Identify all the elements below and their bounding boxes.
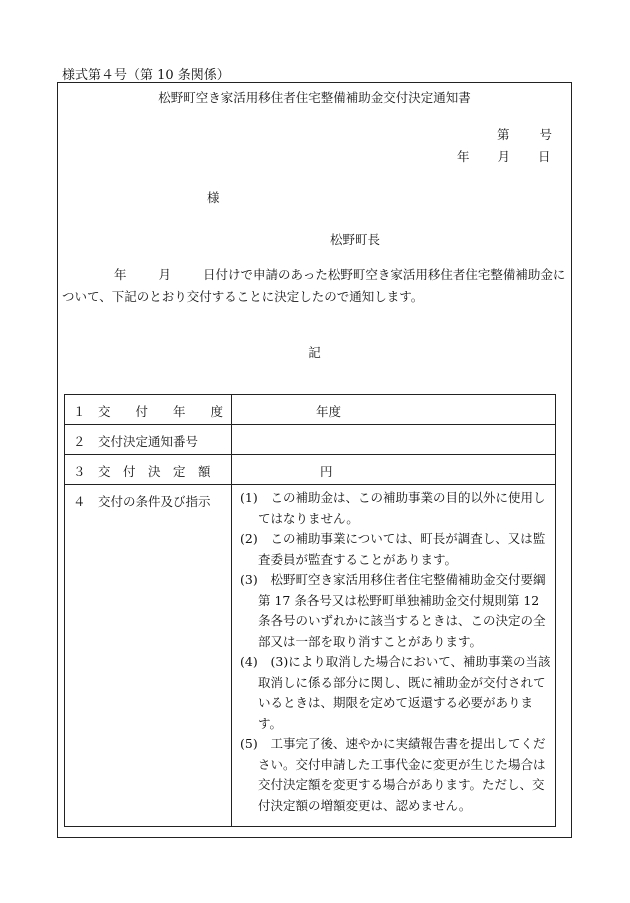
table-value-cell (232, 395, 556, 425)
table-label-cell (65, 485, 232, 827)
table-row (65, 455, 556, 485)
date-month: 月 (497, 149, 511, 164)
fiscal-year-value: 年度 (316, 404, 342, 419)
body-text: 日付けで申請のあった松野町空き家活用移住者住宅整備補助金について、下記のとおり交付することに決定したので通知します。 (62, 267, 566, 304)
notice-body (62, 264, 568, 308)
condition-item (240, 652, 551, 734)
addressee: 様 (207, 190, 220, 205)
condition-item (240, 734, 551, 816)
condition-number: (4) (240, 654, 258, 669)
grant-amount-value: 円 (320, 464, 333, 479)
number-prefix: 第 (497, 127, 510, 142)
number-suffix: 号 (539, 127, 553, 142)
condition-text: 工事完了後、速やかに実績報告書を提出してください。交付申請した工事代金に変更が生じた場合は交付決定額を変更する場合があります。ただし、交付決定額の増額変更は、認めません。 (258, 736, 546, 813)
date-year: 年 (457, 149, 470, 164)
condition-item (240, 488, 551, 529)
table-value-cell (232, 455, 556, 485)
table-value-cell (232, 485, 556, 827)
conditions-label: ４ 交付の条件及び指示 (73, 494, 211, 509)
condition-text: 松野町空き家活用移住者住宅整備補助金交付要綱第 17 条各号又は松野町単独補助金交付規則第 12 条各号のいずれかに該当するときは、この決定の全部又は一部を取り消すことがあります。 (258, 572, 546, 649)
sender: 松野町長 (330, 232, 381, 247)
table-label-cell (65, 425, 232, 455)
table-label-cell (65, 455, 232, 485)
condition-item (240, 570, 551, 652)
condition-text: この補助事業については、町長が調査し、又は監査委員が監査することがあります。 (258, 531, 546, 567)
body-month: 月 (158, 267, 172, 282)
decision-detail-table (64, 394, 556, 827)
condition-number: (2) (240, 531, 258, 546)
table-label-cell (65, 395, 232, 425)
table-row (65, 425, 556, 455)
condition-item (240, 529, 551, 570)
condition-text: この補助金は、この補助事業の目的以外に使用してはなりません。 (258, 490, 546, 526)
table-row (65, 395, 556, 425)
table-row (65, 485, 556, 827)
condition-number: (3) (240, 572, 258, 587)
grant-amount-label: ３ 交 付 決 定 額 (73, 464, 211, 479)
notice-date-line (457, 147, 551, 165)
date-day: 日 (538, 149, 551, 164)
condition-number: (5) (240, 736, 258, 751)
condition-number: (1) (240, 490, 258, 505)
body-year: 年 (114, 267, 127, 282)
notice-number-label: ２ 交付決定通知番号 (73, 434, 199, 449)
table-value-cell (232, 425, 556, 455)
notice-number-line (497, 125, 552, 143)
condition-text: (3)により取消した場合において、補助事業の当該取消しに係る部分に関し、既に補助金が交付されているときは、期限を定めて返還する必要があります。 (258, 654, 551, 731)
fiscal-year-label: １ 交 付 年 度 (73, 404, 224, 419)
ki-heading: 記 (308, 345, 321, 360)
notice-number-value (232, 425, 555, 432)
form-number: 様式第４号（第 10 条関係） (62, 68, 230, 83)
document-title: 松野町空き家活用移住者住宅整備補助金交付決定通知書 (158, 90, 471, 105)
conditions-list (232, 485, 555, 826)
